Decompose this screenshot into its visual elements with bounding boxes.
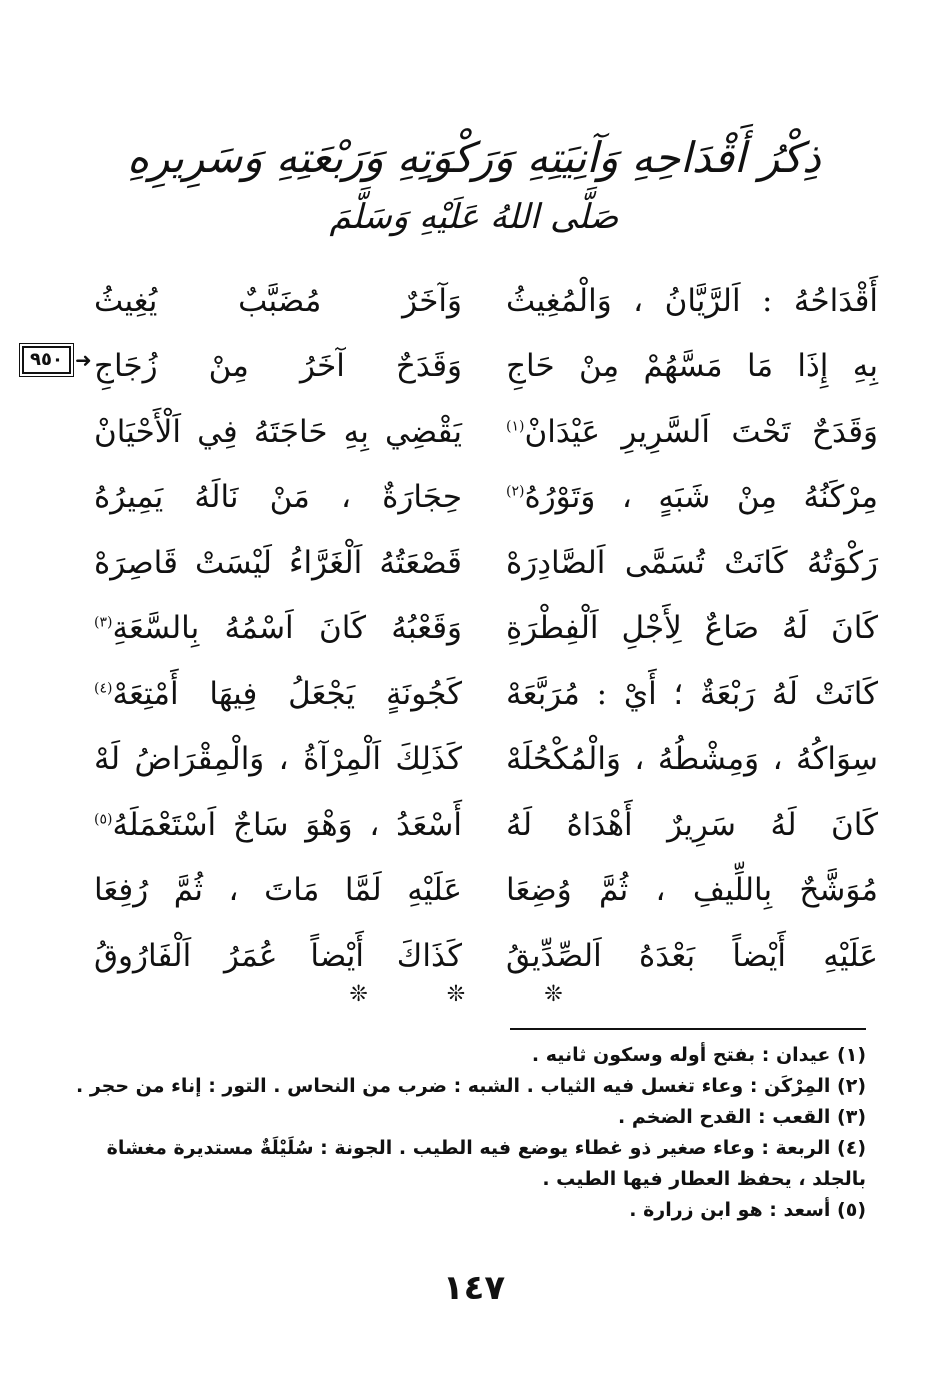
hemistich-text: كَجُونَةٍ يَجْعَلُ فِيهَا أَمْتِعَهْ	[112, 675, 462, 712]
hemistich-text: مِرْكَنُهُ مِنْ شَبَهٍ ، وَتَوْرُهُ	[524, 479, 878, 516]
verse-left-hemistich: يَقْضِي بِهِ حَاجَتَهُ فِي اَلْأَحْيَانْ	[94, 413, 462, 450]
verse-count-marker	[22, 346, 92, 374]
verse-right-hemistich: بِهِ إِذَا مَا مَسَّهُمْ مِنْ حَاجِ	[506, 348, 878, 385]
chapter-heading	[0, 128, 948, 242]
verse-right-hemistich: أَقْدَاحُهُ : اَلرَّيَّانُ ، وَالْمُغِيثُ	[506, 282, 878, 319]
footnote-divider	[510, 1028, 866, 1030]
verse-row	[94, 530, 878, 596]
footnote-item: (٥) أسعد : هو ابن زرارة .	[629, 1199, 866, 1221]
footnote-ref[interactable]: (٣)	[94, 614, 113, 631]
verse-left-hemistich: كَذَاكَ أَيْضاً عُمَرُ اَلْفَارُوقُ	[94, 937, 462, 974]
verse-left-hemistich	[94, 807, 462, 843]
verse-row	[94, 334, 878, 400]
verse-right-hemistich: مُوَشَّحٌ بِاللِّيفِ ، ثُمَّ وُضِعَا	[506, 872, 878, 909]
verse-count-number: ٩٥٠	[22, 346, 71, 374]
verse-right-hemistich: رَكْوَتُهُ كَانَتْ تُسَمَّى اَلصَّادِرَهْ	[506, 544, 878, 581]
hemistich-text: أَسْعَدُ ، وَهْوَ سَاجٌ اَسْتَعْمَلَهُ	[112, 806, 462, 843]
section-separator: ❊ ❊ ❊	[349, 982, 599, 1007]
verse-row	[94, 727, 878, 793]
verse-row	[94, 792, 878, 858]
footnote-ref[interactable]: (٢)	[506, 483, 525, 500]
verse-left-hemistich: كَذَلِكَ اَلْمِرْآةُ ، وَالْمِقْرَاضُ لَهْ	[94, 741, 462, 778]
footnote-ref[interactable]: (٤)	[94, 680, 113, 697]
verse-right-hemistich: كَانَتْ لَهُ رَبْعَةٌ ؛ أَيْ : مُرَبَّعَهْ	[506, 675, 878, 712]
hemistich-text: وَقَعْبُهُ كَانَ اَسْمُهُ بِالسَّعَةِ	[112, 610, 462, 647]
verse-left-hemistich: قَصْعَتُهُ اَلْغَرَّاءُ لَيْسَتْ قَاصِرَهْ	[94, 544, 462, 581]
verse-right-hemistich	[506, 414, 878, 450]
verse-right-hemistich: سِوَاكُهُ ، وَمِشْطُهُ ، وَالْمُكْحُلَهْ	[506, 741, 878, 778]
verse-right-hemistich: كَانَ لَهُ سَرِيرٌ أَهْدَاهُ لَهُ	[506, 806, 878, 843]
verse-row	[94, 399, 878, 465]
verse-row	[94, 858, 878, 924]
verse-left-hemistich	[94, 610, 462, 646]
verse-row	[94, 465, 878, 531]
arrow-right-icon: ➜	[74, 348, 92, 372]
verse-right-hemistich: عَلَيْهِ أَيْضاً بَعْدَهُ اَلصِّدِّيقُ	[506, 937, 878, 974]
verse-left-hemistich	[94, 676, 462, 712]
verse-row	[94, 268, 878, 334]
verse-left-hemistich: وَآخَرٌ مُضَبَّبٌ يُغِيثُ	[94, 282, 462, 319]
footnotes	[76, 1040, 866, 1226]
hemistich-text: وَقَدَحٌ تَحْتَ اَلسَّرِيرِ عَيْدَانْ	[524, 413, 878, 450]
chapter-title: ذِكْرُ أَقْدَاحِهِ وَآنِيَتِهِ وَرَكْوَتِهِ وَرَبْعَتِهِ وَسَرِيرِهِ	[127, 133, 821, 182]
chapter-subtitle: صَلَّى اللهُ عَلَيْهِ وَسَلَّمَ	[329, 197, 619, 237]
footnote-ref[interactable]: (٥)	[94, 811, 113, 828]
verse-row	[94, 661, 878, 727]
poem-verses	[94, 268, 878, 989]
verse-left-hemistich: وَقَدَحٌ آخَرُ مِنْ زُجَاجِ	[94, 348, 462, 385]
verse-row	[94, 596, 878, 662]
footnote-item: (٤) الربعة : وعاء صغير ذو غطاء يوضع فيه الطيب . الجونة : سُلَيْلَةٌ مستديرة مغشاة بالجلد ، يحفظ العطار فيها الطيب .	[106, 1137, 866, 1190]
footnote-item: (١) عيدان : بفتح أوله وسكون ثانيه .	[531, 1044, 866, 1066]
verse-left-hemistich: حِجَارَةٌ ، مَنْ نَالَهُ يَمِيرُهُ	[94, 479, 462, 516]
page-number: ١٤٧	[442, 1268, 506, 1308]
verse-right-hemistich	[506, 479, 878, 515]
verse-right-hemistich: كَانَ لَهُ صَاعٌ لِأَجْلِ اَلْفِطْرَةِ	[506, 610, 878, 647]
verse-left-hemistich: عَلَيْهِ لَمَّا مَاتَ ، ثُمَّ رُفِعَا	[94, 872, 462, 909]
footnote-item: (٣) القعب : القدح الضخم .	[618, 1106, 866, 1128]
footnote-ref[interactable]: (١)	[506, 418, 525, 435]
verse-row	[94, 923, 878, 989]
footnote-item: (٢) المِرْكَن : وعاء تغسل فيه الثياب . الشبه : ضرب من النحاس . التور : إناء من حجر .	[75, 1075, 866, 1097]
